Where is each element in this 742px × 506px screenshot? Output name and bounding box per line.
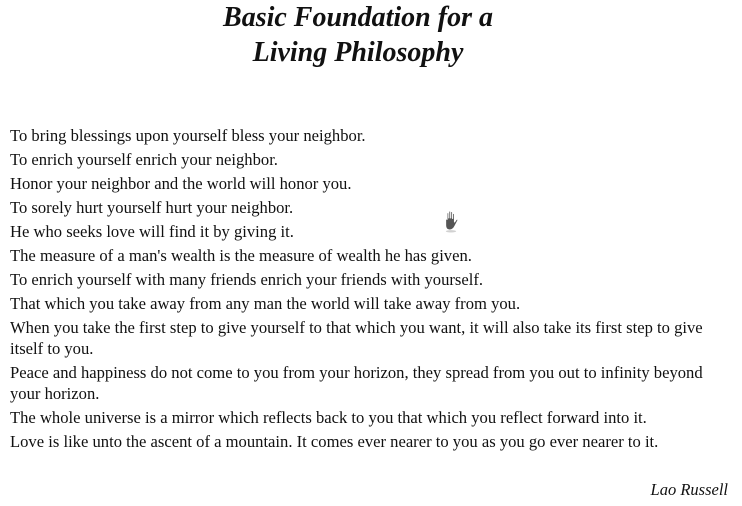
- author-signature: Lao Russell: [650, 480, 728, 499]
- document-title: [0, 0, 716, 70]
- text-line: Peace and happiness do not come to you from your horizon, they spread from you out to infinity beyond your horizon.: [10, 363, 703, 403]
- text-line: To sorely hurt yourself hurt your neighbor.: [10, 198, 294, 217]
- text-line: The whole universe is a mirror which reflects back to you that which you reflect forward into it.: [10, 408, 647, 427]
- text-line: When you take the first step to give yourself to that which you want, it will also take its first step to give itself to you.: [10, 318, 703, 358]
- title-line-1: Basic Foundation for a: [223, 2, 493, 33]
- text-line: Love is like unto the ascent of a mountain. It comes ever nearer to you as you go ever nearer to it.: [10, 432, 659, 451]
- text-line: Honor your neighbor and the world will honor you.: [10, 174, 352, 193]
- title-line-2: Living Philosophy: [252, 37, 464, 68]
- philosophy-lines: [10, 125, 732, 455]
- text-line: That which you take away from any man the world will take away from you.: [10, 294, 521, 313]
- text-line: To bring blessings upon yourself bless your neighbor.: [10, 126, 366, 145]
- hand-grab-icon: [441, 209, 463, 233]
- text-line: To enrich yourself with many friends enrich your friends with yourself.: [10, 270, 484, 289]
- text-line: To enrich yourself enrich your neighbor.: [10, 150, 278, 169]
- text-line: He who seeks love will find it by giving it.: [10, 222, 294, 241]
- text-line: The measure of a man's wealth is the measure of wealth he has given.: [10, 246, 472, 265]
